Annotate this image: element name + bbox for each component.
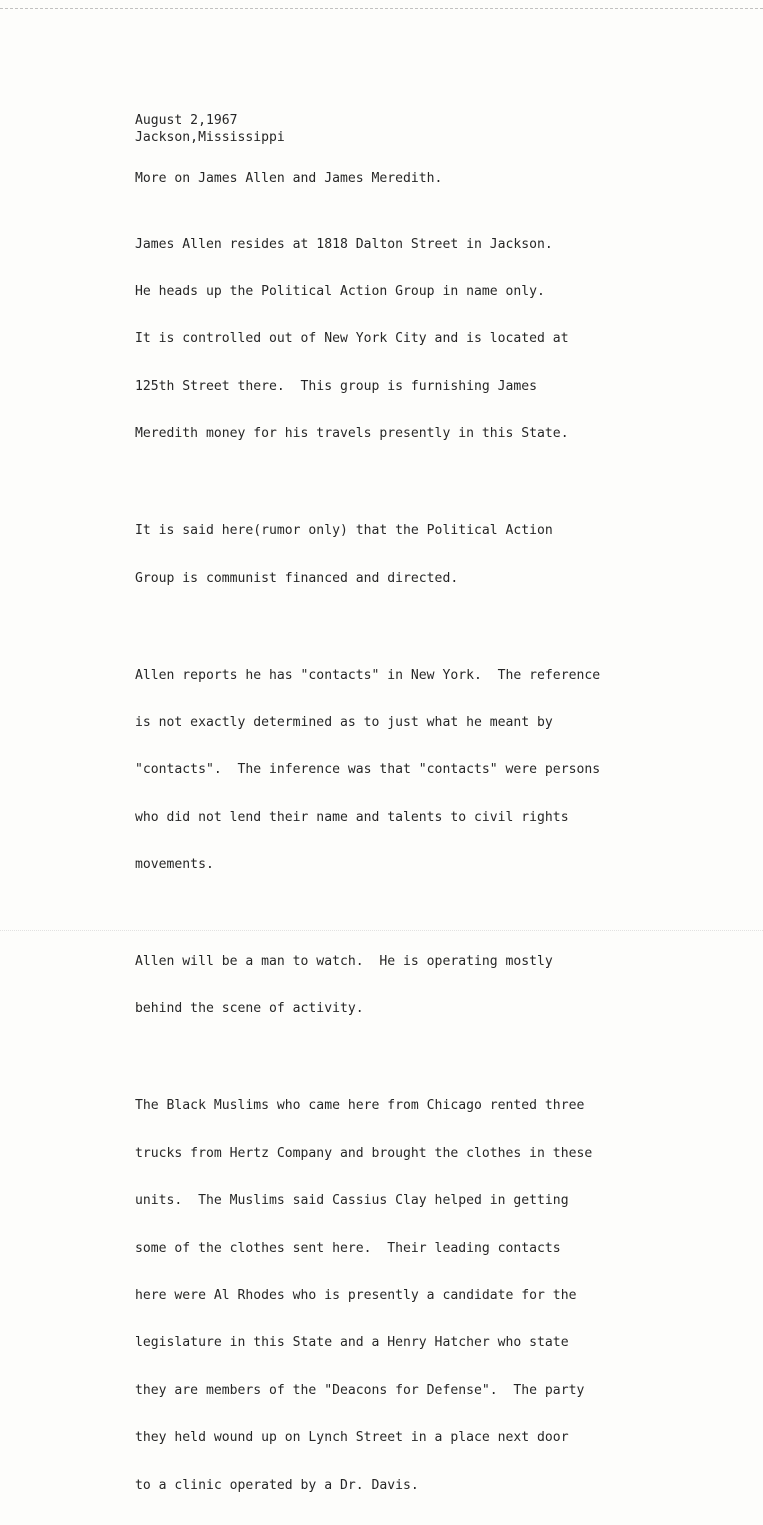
text-line: some of the clothes sent here. Their leading contacts — [135, 1240, 561, 1256]
text-line: they held wound up on Lynch Street in a place next door — [135, 1430, 569, 1446]
text-line: movements. — [135, 857, 214, 873]
text-line: who did not lend their name and talents to civil rights — [135, 809, 569, 825]
scan-edge — [0, 0, 763, 9]
memo-body — [135, 112, 655, 1525]
paragraph-5 — [135, 1067, 655, 1525]
text-line: It is controlled out of New York City and is located at — [135, 331, 569, 347]
text-line: to a clinic operated by a Dr. Davis. — [135, 1477, 419, 1493]
memo-subject: More on James Allen and James Meredith. — [135, 171, 443, 186]
text-line: trucks from Hertz Company and brought the clothes in these — [135, 1145, 593, 1161]
text-line: Group is communist financed and directed. — [135, 570, 459, 586]
text-line: "contacts". The inference was that "contacts" were persons — [135, 762, 601, 778]
text-line: The Black Muslims who came here from Chicago rented three — [135, 1098, 585, 1114]
text-line: here were Al Rhodes who is presently a candidate for the — [135, 1288, 577, 1303]
paragraph-1 — [135, 205, 655, 474]
text-line: He heads up the Political Action Group in name only. — [135, 283, 545, 299]
text-line: behind the scene of activity. — [135, 1001, 364, 1017]
text-line: Allen will be a man to watch. He is operating mostly — [135, 954, 553, 970]
paragraph-2 — [135, 492, 655, 618]
text-line: units. The Muslims said Cassius Clay helped in getting — [135, 1193, 569, 1209]
memo-date: August 2,1967 — [135, 113, 238, 128]
text-line: 125th Street there. This group is furnishing James — [135, 378, 538, 394]
paragraph-3 — [135, 636, 655, 905]
text-line: is not exactly determined as to just what he meant by — [135, 714, 553, 730]
text-line: It is said here(rumor only) that the Political Action — [135, 523, 553, 539]
text-line: they are members of the "Deacons for Defense". The party — [135, 1382, 585, 1398]
text-line: Allen reports he has "contacts" in New York. The reference — [135, 667, 601, 683]
text-line: James Allen resides at 1818 Dalton Street in Jackson. — [135, 236, 553, 252]
memo-location: Jackson,Mississippi — [135, 130, 285, 145]
text-line: Meredith money for his travels presently in this State. — [135, 426, 569, 442]
text-line: legislature in this State and a Henry Hatcher who state — [135, 1335, 569, 1351]
scan-noise — [0, 930, 763, 947]
